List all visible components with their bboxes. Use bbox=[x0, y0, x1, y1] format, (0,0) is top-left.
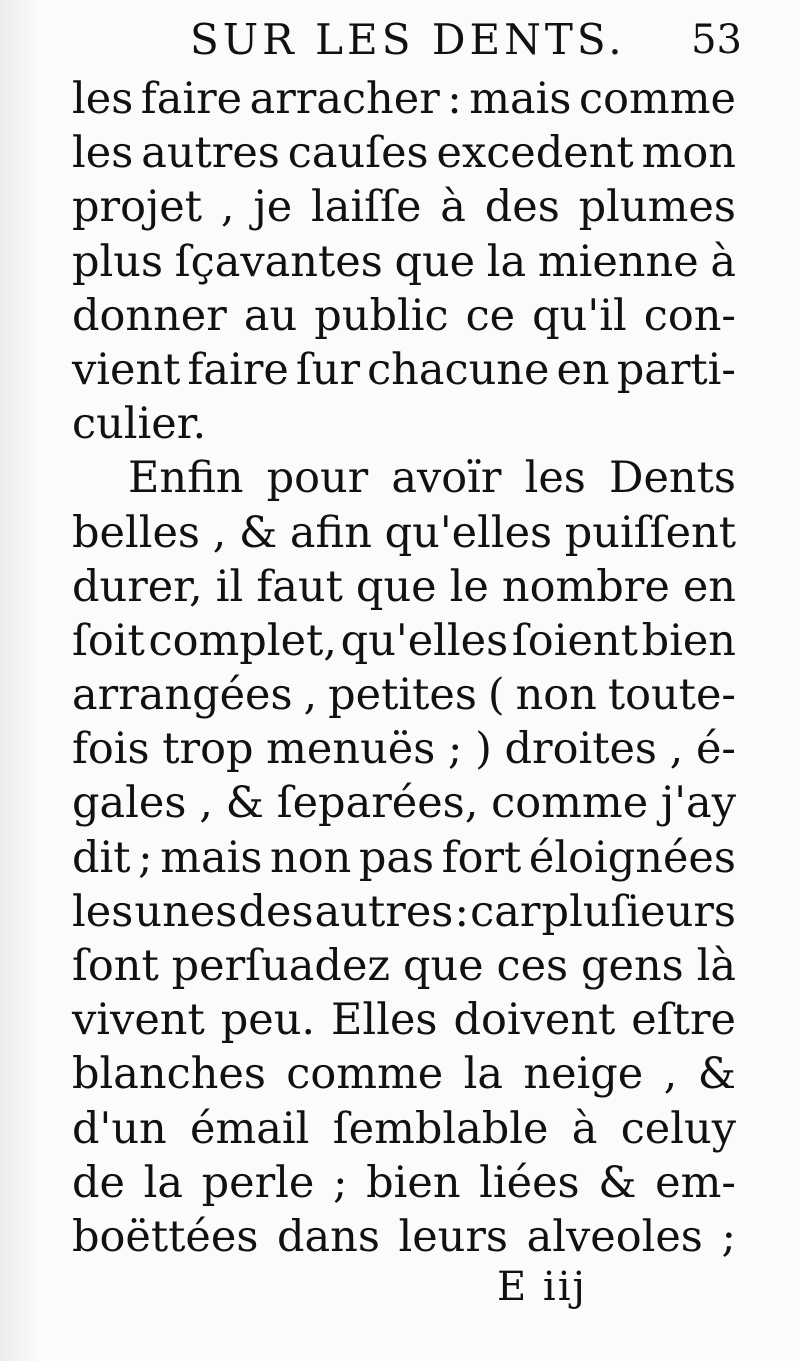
word: boëttées bbox=[72, 1211, 259, 1262]
text-line bbox=[72, 831, 736, 885]
running-head: SUR LES DENTS. bbox=[190, 15, 626, 64]
word: ſemblable bbox=[332, 1103, 549, 1154]
word: j'ay bbox=[660, 778, 736, 829]
word: éloignées bbox=[528, 832, 736, 883]
word: faire bbox=[187, 344, 289, 395]
word: fois bbox=[72, 724, 150, 775]
word: perſuadez bbox=[171, 941, 391, 991]
word: unes bbox=[134, 886, 238, 937]
word: pas bbox=[358, 832, 435, 883]
word: que bbox=[394, 236, 476, 287]
word: les bbox=[524, 453, 586, 504]
word: arrangées bbox=[72, 670, 293, 721]
word: : bbox=[447, 74, 462, 124]
word: mienne bbox=[537, 236, 699, 287]
word: mais bbox=[469, 74, 572, 124]
word: afin bbox=[289, 507, 372, 558]
word: ſur bbox=[295, 344, 361, 395]
text-line bbox=[72, 235, 736, 289]
word: plus bbox=[72, 236, 164, 287]
word: , bbox=[220, 182, 235, 233]
word: comme bbox=[579, 74, 736, 124]
word: ) bbox=[475, 724, 492, 775]
word: ſont bbox=[72, 941, 159, 991]
word: projet bbox=[72, 182, 203, 233]
word: à bbox=[440, 182, 466, 233]
word: bien bbox=[641, 615, 736, 666]
word: & bbox=[225, 778, 264, 829]
word: faut bbox=[256, 561, 343, 612]
word: d'un bbox=[72, 1103, 167, 1154]
word: qu'elles bbox=[384, 507, 553, 558]
word: Enfin bbox=[128, 453, 244, 504]
word: vivent bbox=[72, 995, 205, 1046]
word: blanches bbox=[72, 1049, 266, 1100]
word: celuy bbox=[620, 1103, 736, 1154]
text-line bbox=[72, 668, 736, 722]
word: plumes bbox=[578, 182, 736, 233]
word: ce bbox=[465, 290, 516, 341]
text-line bbox=[72, 180, 736, 234]
word: ſçavantes bbox=[174, 236, 383, 287]
word: & bbox=[697, 1049, 736, 1100]
word: Elles bbox=[331, 995, 438, 1046]
word: durer, bbox=[72, 561, 203, 612]
word: petites bbox=[328, 670, 477, 721]
word: la bbox=[463, 1049, 504, 1100]
paragraph-start-line bbox=[72, 451, 736, 505]
word: donner bbox=[72, 290, 227, 341]
text-line bbox=[72, 72, 736, 126]
word: autres bbox=[141, 128, 280, 179]
text-line: culier. bbox=[72, 399, 207, 450]
text-line bbox=[72, 126, 736, 180]
word: les bbox=[72, 74, 134, 124]
word: mon bbox=[641, 128, 736, 179]
word: nombre bbox=[501, 561, 670, 612]
word: je bbox=[253, 182, 293, 233]
word: que bbox=[402, 941, 484, 991]
word: ſoit bbox=[72, 615, 145, 666]
word: droites bbox=[504, 724, 657, 775]
word: puiſſent bbox=[564, 507, 736, 558]
text-line bbox=[72, 343, 736, 397]
word: peu. bbox=[220, 995, 316, 1046]
word: pluſieurs bbox=[541, 886, 736, 937]
word: menuës bbox=[266, 724, 436, 775]
word: en bbox=[556, 344, 610, 395]
word: ; bbox=[447, 724, 463, 775]
word: laiſſe bbox=[311, 182, 422, 233]
word: mais bbox=[160, 832, 263, 883]
word: à bbox=[710, 236, 736, 287]
word: alveoles bbox=[526, 1211, 703, 1262]
word: parti- bbox=[616, 344, 736, 395]
word: le bbox=[449, 561, 489, 612]
word: liées bbox=[479, 1157, 580, 1208]
word: complet, bbox=[148, 615, 337, 666]
word: là bbox=[696, 941, 736, 991]
word: comme bbox=[491, 778, 649, 829]
text-line bbox=[72, 1156, 736, 1210]
word: , bbox=[199, 778, 213, 829]
word: toute- bbox=[607, 670, 736, 721]
word: ; bbox=[138, 832, 153, 883]
word: perle bbox=[201, 1157, 315, 1208]
text-line bbox=[72, 1210, 736, 1264]
text-line bbox=[72, 506, 736, 560]
word: autres bbox=[314, 886, 454, 937]
word: la bbox=[486, 236, 527, 287]
word: à bbox=[571, 1103, 598, 1154]
word: cauſes bbox=[287, 128, 429, 179]
word: il bbox=[215, 561, 244, 612]
word: les bbox=[72, 128, 134, 179]
word: des bbox=[238, 886, 314, 937]
word: gens bbox=[580, 941, 684, 991]
word: eſtre bbox=[631, 995, 736, 1046]
word: ſeparées, bbox=[276, 778, 479, 829]
text-line bbox=[72, 776, 736, 830]
word: bien bbox=[366, 1157, 461, 1208]
word: gales bbox=[72, 778, 187, 829]
text-line bbox=[72, 560, 736, 614]
word: les bbox=[72, 886, 134, 937]
word: public bbox=[314, 290, 449, 341]
text-line bbox=[72, 885, 736, 939]
word: , bbox=[212, 507, 227, 558]
text-line bbox=[72, 1102, 736, 1156]
word: au bbox=[243, 290, 298, 341]
text-line bbox=[72, 614, 736, 668]
word: arracher bbox=[249, 74, 440, 124]
word: belles bbox=[72, 507, 200, 558]
text-line bbox=[72, 993, 736, 1047]
word: ; bbox=[721, 1211, 736, 1262]
word: non bbox=[270, 832, 352, 883]
word: ; bbox=[332, 1157, 348, 1208]
word: ces bbox=[496, 941, 569, 991]
word: leurs bbox=[398, 1211, 508, 1262]
word: em- bbox=[655, 1157, 736, 1208]
word: que bbox=[355, 561, 437, 612]
word: , bbox=[303, 670, 318, 721]
page-number: 53 bbox=[691, 17, 742, 63]
page-edge-shadow bbox=[0, 0, 40, 1361]
word: en bbox=[682, 561, 736, 612]
word: con- bbox=[643, 290, 736, 341]
word: neige bbox=[523, 1049, 644, 1100]
word: Dents bbox=[608, 453, 736, 504]
word: vient bbox=[72, 344, 181, 395]
word: : bbox=[454, 886, 469, 937]
text-line bbox=[72, 939, 736, 993]
word: comme bbox=[286, 1049, 444, 1100]
word: qu'elles bbox=[340, 615, 509, 666]
word: car bbox=[470, 886, 541, 937]
word: , bbox=[663, 1049, 678, 1100]
word: chacune bbox=[367, 344, 550, 395]
text-line bbox=[72, 1047, 736, 1101]
word: la bbox=[143, 1157, 183, 1208]
word: des bbox=[484, 182, 560, 233]
text-line bbox=[72, 289, 736, 343]
word: avoïr bbox=[391, 453, 502, 504]
page-header bbox=[72, 12, 742, 68]
word: doivent bbox=[453, 995, 616, 1046]
word: excedent bbox=[436, 128, 634, 179]
body-text bbox=[72, 72, 736, 1264]
word: dans bbox=[276, 1211, 380, 1262]
word: é- bbox=[695, 724, 736, 775]
word: faire bbox=[140, 74, 243, 124]
word: pour bbox=[266, 453, 369, 504]
word: & bbox=[238, 507, 278, 558]
word: dit bbox=[72, 832, 131, 883]
word: , bbox=[669, 724, 684, 775]
word: ( bbox=[487, 670, 505, 721]
signature-mark: E iij bbox=[497, 1264, 587, 1310]
text-line bbox=[72, 722, 736, 776]
word: trop bbox=[162, 724, 254, 775]
word: émail bbox=[190, 1103, 310, 1154]
word: & bbox=[598, 1157, 637, 1208]
word: fort bbox=[441, 832, 522, 883]
word: de bbox=[72, 1157, 125, 1208]
word: qu'il bbox=[532, 290, 627, 341]
word: ſoient bbox=[511, 615, 638, 666]
word: non bbox=[515, 670, 597, 721]
